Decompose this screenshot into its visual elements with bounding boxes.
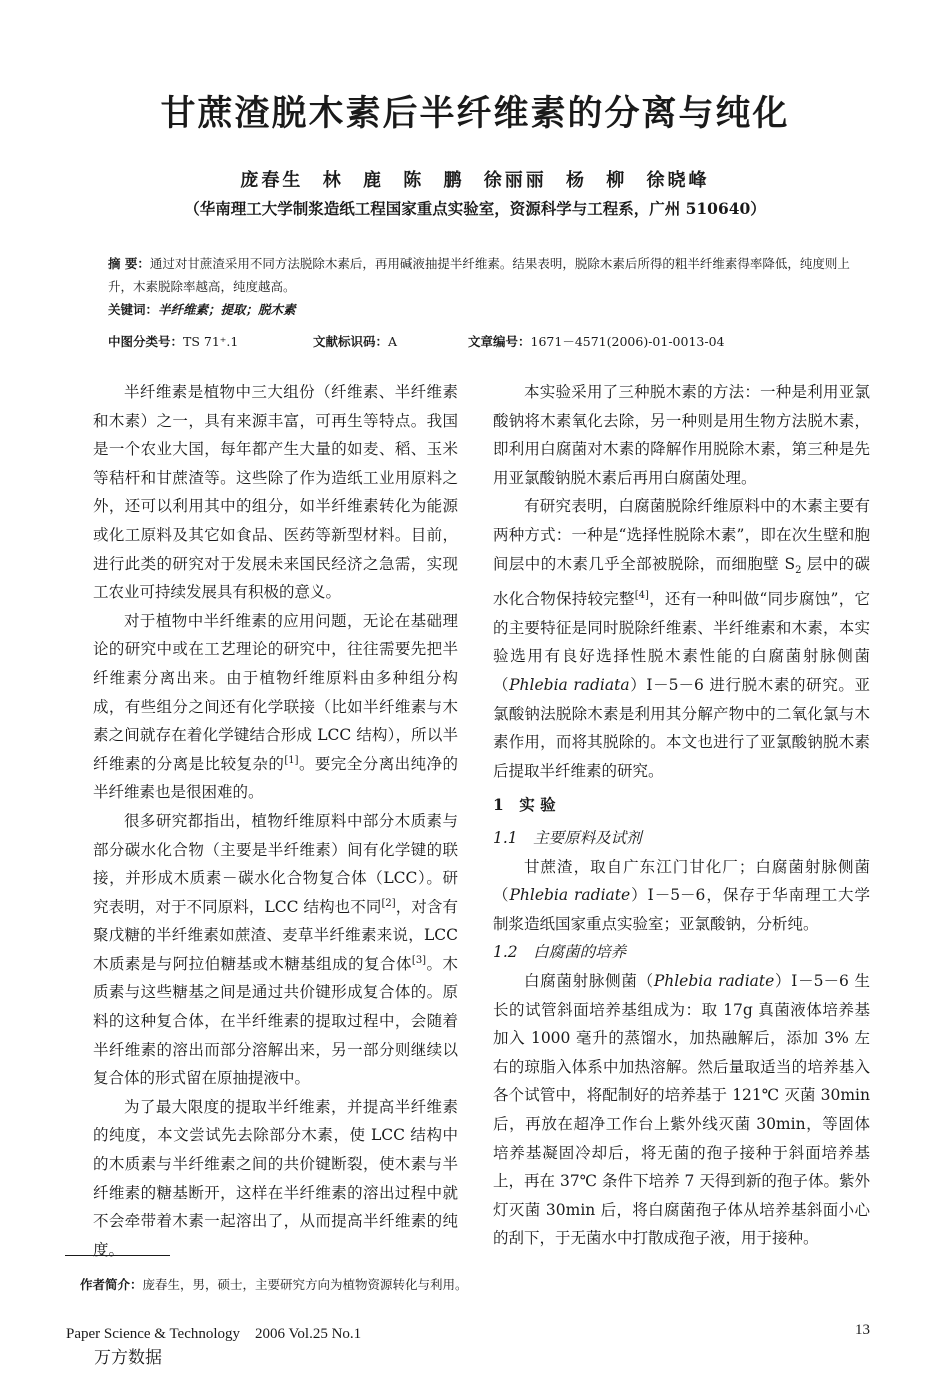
citation[interactable]: [4] [634, 590, 649, 602]
text: ）Ⅰ－5－6，保存于华南理工大学制浆造纸国家重点实验室；亚氯酸钠，分析纯。 [493, 886, 870, 933]
keywords-text: 半纤维素；提取；脱木素 [158, 302, 296, 317]
abstract-text: 通过对甘蔗渣采用不同方法脱除木素后，再用碱液抽提半纤维素。结果表明，脱除木素后所得的粗半纤维素得率降低，纯度则上升，木素脱除率越高，纯度越高。 [108, 256, 850, 294]
citation[interactable]: [3] [411, 954, 427, 966]
citation[interactable]: [2] [381, 897, 396, 909]
page-number: 13 [855, 1322, 870, 1338]
article-id-label: 文章编号： [468, 334, 531, 349]
subsection-heading: 1.2 白腐菌的培养 [493, 943, 627, 962]
keywords-label: 关键词： [108, 302, 159, 317]
author-footnote [80, 1275, 468, 1293]
paragraph: 为了最大限度的提取半纤维素，并提高半纤维素的纯度，本文尝试先去除部分木素，使 LCC 结构中的木质素与半纤维素之间的共价键断裂，使木素与半纤维素的糖基断开，这样在半纤维素的溶出过程中就不会牵带着木素一起溶出了，从而提高半纤维素的纯度。 [93, 1097, 458, 1259]
footnote-text: 庞春生，男，硕士，主要研究方向为植物资源转化与利用。 [142, 1277, 468, 1292]
article-title: 甘蔗渣脱木素后半纤维素的分离与纯化 [160, 94, 790, 134]
text: 。要完全分离出纯净的半纤维素也是很困难的。 [93, 754, 458, 802]
doc-label: 文献标识码： [313, 334, 389, 349]
subscript: 2 [795, 564, 802, 576]
article-id-value: 1671－4571(2006)-01-0013-04 [530, 334, 725, 349]
species-name: Phlebia radiate [509, 886, 631, 905]
abstract-label: 摘 要： [108, 256, 150, 271]
paragraph [93, 607, 458, 807]
affiliation: （华南理工大学制浆造纸工程国家重点实验室，资源科学与工程系，广州 510640） [184, 199, 766, 218]
journal-footer: Paper Science & Technology 2006 Vol.25 No.1 [66, 1326, 362, 1342]
text: 对于植物中半纤维素的应用问题，无论在基础理论的研究中或在工艺理论的研究中，往往需要先把半纤维素分离出来。由于植物纤维原料由多种组分构成，有些组分之间还有化学联接（比如半纤维素与木素之间就存在着化学键结合形成 LCC 结构），所以半纤维素的分离是比较复杂的 [93, 611, 458, 773]
text: ，对含有聚戊糖的半纤维素如蔗渣、麦草半纤维素来说，LCC 木质素是与阿拉伯糖基或木糖基组成的复合体 [93, 897, 458, 973]
footnote-label: 作者简介： [80, 1277, 143, 1292]
doc-value: A [388, 334, 398, 349]
paragraph: 半纤维素是植物中三大组份（纤维素、半纤维素和木素）之一，具有来源丰富，可再生等特点。我国是一个农业大国，每年都产生大量的如麦、稻、玉米等秸杆和甘蔗渣等。这些除了作为造纸工业用原料之外，还可以利用其中的组分，如半纤维素转化为能源或化工原料及其它如食品、医药等新型材料。目前，进行此类的研究对于发展未来国民经济之急需，实现工农业可持续发展具有积极的意义。 [93, 383, 458, 602]
class-value: TS 71⁺.1 [183, 334, 239, 349]
article-number [468, 332, 725, 350]
text: 很多研究都指出，植物纤维原料中部分木质素与部分碳水化合物（主要是半纤维素）间有化学键的联接，并形成木质素－碳水化合物复合体（LCC）。研究表明，对于不同原料，LCC 结构也不同 [93, 811, 458, 916]
paragraph [493, 967, 870, 1253]
keywords-line [108, 298, 868, 321]
paragraph [493, 853, 870, 939]
paragraph [93, 807, 458, 1093]
species-name: Phlebia radiate [653, 971, 775, 990]
watermark: 万方数据 [94, 1348, 162, 1368]
abstract-paragraph [108, 252, 868, 298]
left-column [93, 378, 458, 1264]
text: 。木质素与这些糖基之间是通过共价键形成复合体的。原料的这种复合体，在半纤维素的提取过程中，会随着半纤维素的溶出而部分溶解出来，另一部分则继续以复合体的形式留在原抽提液中。 [93, 954, 458, 1088]
text: ，还有一种叫做“同步腐蚀”，它的主要特征是同时脱除纤维素、半纤维素和木素，本实验选用有良好选择性脱木素性能的白腐菌射脉侧菌（ [493, 590, 870, 695]
subsection-heading: 1.1 主要原料及试剂 [493, 829, 642, 847]
footnote-divider [65, 1255, 170, 1256]
text: 甘蔗渣，取自广东江门甘化厂；白腐菌射脉侧菌（ [493, 857, 870, 905]
citation[interactable]: [1] [284, 754, 299, 766]
classification-code [108, 332, 238, 350]
text: 层中的碳水化合物保持较完整 [493, 554, 871, 609]
class-label: 中图分类号： [108, 334, 184, 349]
text: 有研究表明，白腐菌脱除纤维原料中的木素主要有两种方式：一种是“选择性脱除木素”，即在次生壁和胞间层中的木素几乎全部被脱除，而细胞壁 S [493, 497, 870, 573]
paragraph: 本实验采用了三种脱木素的方法：一种是利用亚氯酸钠将木素氧化去除，另一种则是用生物方法脱木素，即利用白腐菌对木素的降解作用脱除木素，第三种是先用亚氯酸钠脱木素后再用白腐菌处理。 [493, 383, 870, 487]
author-list: 庞春生 林 鹿 陈 鹏 徐丽丽 杨 柳 徐晓峰 [240, 170, 710, 191]
abstract-block [108, 252, 868, 321]
text: ）Ⅰ－5－6 生长的试管斜面培养基组成为：取 17g 真菌液体培养基加入 1000 毫升的蒸馏水，加热融解后，添加 3% 左右的琼脂入体系中加热溶解。然后量取适当的培养基入各个试管中，将配制好的培养基于 121℃ 灭菌 30min 后，再放在超净工作台上紫外线灭菌 30min，等固体培养基凝固冷却后，将无菌的孢子接种于斜面培养基上，再在 37℃ 条件下培养 7 天得到新的孢子体。紫外灯灭菌 30min 后，将白腐菌孢子体从培养基斜面小心的刮下，于无菌水中打散成孢子液，用于接种。 [493, 971, 870, 1248]
paragraph [493, 492, 870, 785]
document-code [313, 332, 397, 350]
text: ）Ⅰ－5－6 进行脱木素的研究。亚氯酸钠法脱除木素是利用其分解产物中的二氧化氯与木素作用，而将其脱除的。本文也进行了亚氯酸钠脱木素后提取半纤维素的研究。 [493, 676, 870, 780]
section-heading: 1 实 验 [493, 795, 556, 815]
right-column [493, 378, 870, 1253]
text: 白腐菌射脉侧菌（ [524, 971, 654, 990]
species-name: Phlebia radiata [509, 676, 630, 695]
